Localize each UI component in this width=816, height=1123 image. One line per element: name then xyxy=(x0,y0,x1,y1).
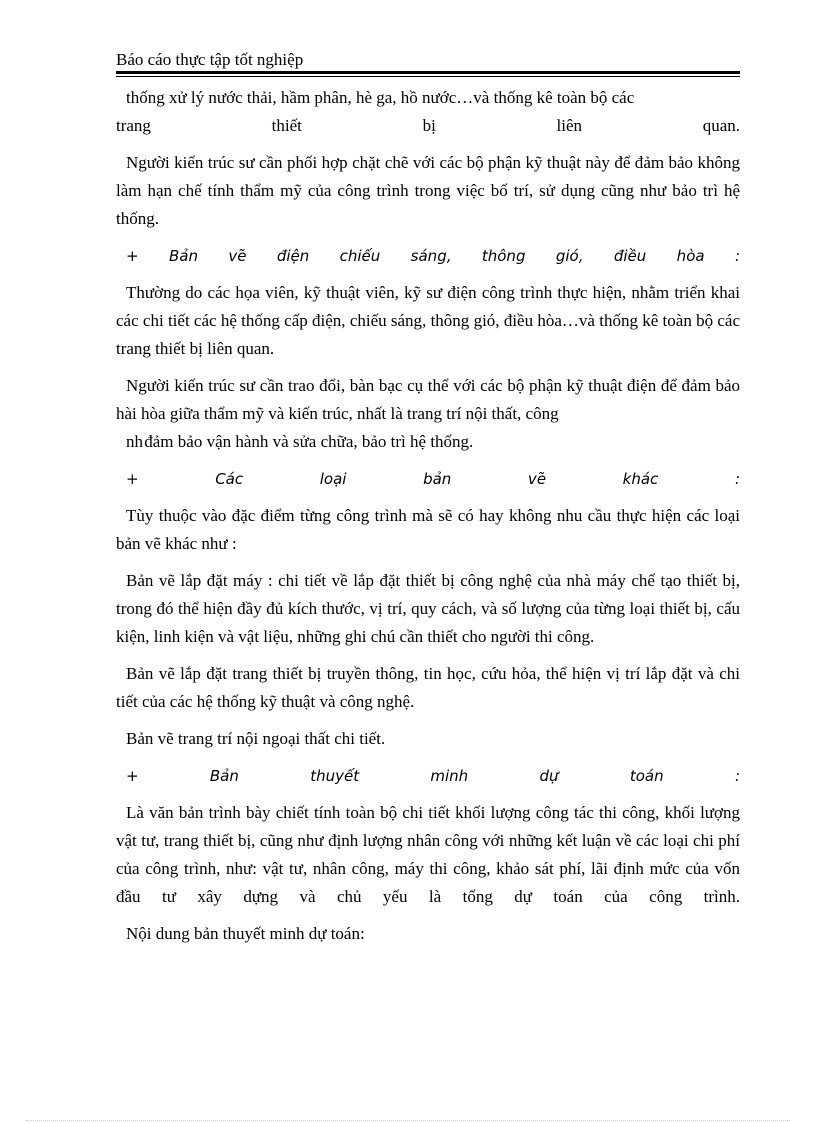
paragraph-drainage-last-line: trang thiết bị liên quan. xyxy=(116,116,740,135)
heading-estimate-explanation: + Bản thuyết minh dự toán : xyxy=(126,767,740,785)
paragraph-coordination: Người kiến trúc sư cần phối hợp chặt chẽ với các bộ phận kỹ thuật này để đảm bảo không làm hạn chế tính thẩm mỹ của công trình trong việc bố trí, sử dụng cũng như bảo trì hệ thống. xyxy=(116,153,740,228)
document-body xyxy=(116,84,740,957)
paragraph-machine-installation: Bản vẽ lắp đặt máy : chi tiết về lắp đặt thiết bị công nghệ của nhà máy chế tạo thiết bị, trong đó thể hiện đầy đủ kích thước, vị trí, quy cách, và số lượng của từng loại thiết bị, cấu kiện, linh kiện và vật liệu, những ghi chú cần thiết cho người thi công. xyxy=(116,571,740,646)
paragraph-estimate-description: Là văn bản trình bày chiết tính toàn bộ chi tiết khối lượng công tác thi công, khối lượng vật tư, trang thiết bị, cũng như định lượng nhân công với những kết luận về các loại chi phí của công trình, như: vật tư, nhân công, máy thi công, khảo sát phí, lãi định mức của vốn đầu tư xây dựng và chủ yếu là tổng dự toán của công trình. xyxy=(116,803,740,906)
paragraph-electrical-coordination xyxy=(116,372,740,456)
paragraph-estimate-contents: Nội dung bản thuyết minh dự toán: xyxy=(126,924,365,943)
header-rule-thick xyxy=(116,71,740,74)
paragraph-other-drawings-intro: Tùy thuộc vào đặc điểm từng công trình mà sẽ có hay không nhu cầu thực hiện các loại bản vẽ khác như : xyxy=(116,506,740,553)
paragraph-electrical-description: Thường do các họa viên, kỹ thuật viên, kỹ sư điện công trình thực hiện, nhằm triển khai các chi tiết các hệ thống cấp điện, chiếu sáng, thông gió, điều hòa…và thống kê toàn bộ các trang thiết bị liên quan. xyxy=(116,283,740,358)
heading-electrical-drawings: + Bản vẽ điện chiếu sáng, thông gió, điều hòa : xyxy=(126,247,740,265)
page-header xyxy=(116,50,740,70)
paragraph-drainage-continued xyxy=(116,84,740,112)
paragraph-cut-fragment: nh xyxy=(126,432,143,451)
paragraph-continuation: đảm bảo vận hành và sửa chữa, bảo trì hệ thống. xyxy=(144,432,474,451)
header-title: Báo cáo thực tập tốt nghiệp xyxy=(116,50,304,69)
paragraph-interior-decoration: Bản vẽ trang trí nội ngoại thất chi tiết. xyxy=(126,729,386,748)
paragraph-main-text: Người kiến trúc sư cần trao đổi, bàn bạc cụ thể với các bộ phận kỹ thuật điện để đảm bảo hài hòa giữa thẩm mỹ và kiến trúc, nhất là trang trí nội thất, công xyxy=(116,376,740,423)
heading-other-drawings: + Các loại bản vẽ khác : xyxy=(126,470,740,488)
header-rule-thin xyxy=(116,76,740,77)
paragraph-first-line: thống xử lý nước thải, hầm phân, hè ga, hồ nước…và thống kê toàn bộ các xyxy=(126,88,635,107)
paragraph-telecom-installation: Bản vẽ lắp đặt trang thiết bị truyền thông, tin học, cứu hỏa, thể hiện vị trí lắp đặt và chi tiết của các hệ thống kỹ thuật và công nghệ. xyxy=(116,664,740,711)
page-bottom-divider xyxy=(26,1120,790,1121)
